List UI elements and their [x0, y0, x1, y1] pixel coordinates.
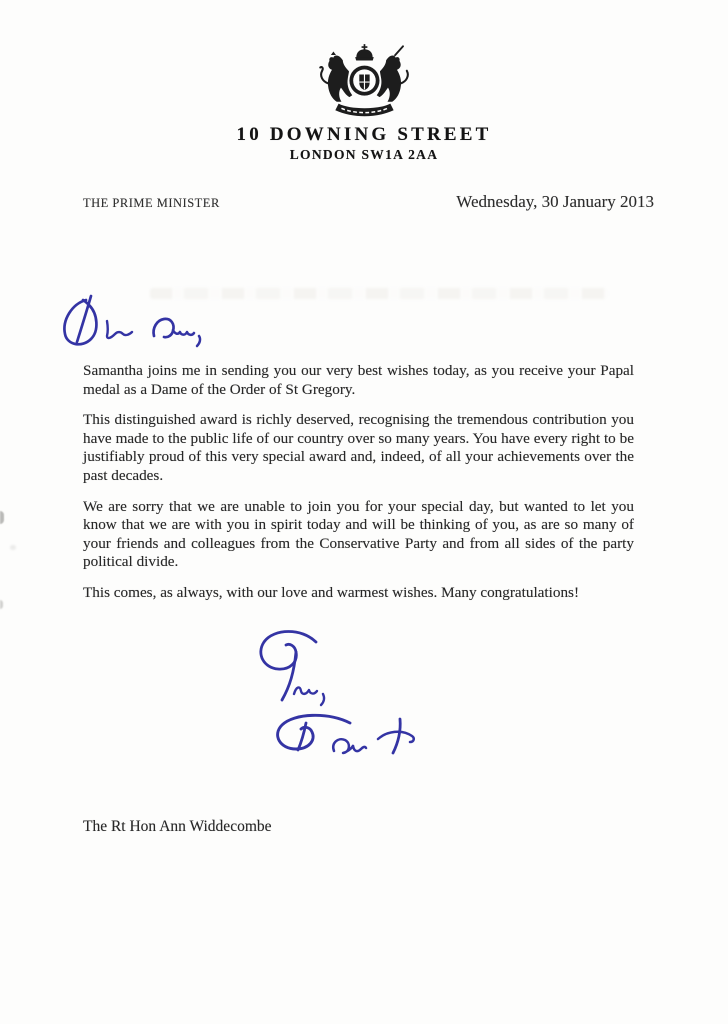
letter-paragraph-3: We are sorry that we are unable to join you for your special day, but wanted to let you know that we are with you in spirit today and will be thinking of you, as are so many of your friends and colleagues from the Conservative Party and from all sides of the party political divide.	[83, 497, 634, 571]
scan-artifact	[0, 511, 4, 524]
letter-body	[83, 362, 634, 615]
royal-coat-of-arms-icon	[312, 43, 416, 122]
letterhead-street: 10 DOWNING STREET	[236, 124, 492, 145]
letter-paragraph-1: Samantha joins me in sending you our very best wishes today, as you receive your Papal medal as a Dame of the Order of St Gregory.	[83, 362, 634, 398]
letter-paragraph-2: This distinguished award is richly deserved, recognising the tremendous contribution you have made to the public life of our country over so many years. You have every right to be justifiably proud of this very special award and, indeed, of all your achievements over the past decades.	[83, 411, 634, 484]
prime-minister-label: THE PRIME MINISTER	[83, 196, 220, 210]
letterhead	[0, 0, 728, 163]
handwritten-greeting	[58, 292, 248, 362]
letterhead-postcode: LONDON SW1A 2AA	[289, 147, 439, 162]
handwritten-signature	[254, 709, 439, 782]
scan-artifact	[10, 545, 16, 550]
letter-date: Wednesday, 30 January 2013	[456, 192, 654, 211]
recipient-name: The Rt Hon Ann Widdecombe	[83, 818, 272, 835]
scan-artifact	[0, 600, 3, 609]
letter-paragraph-4: This comes, as always, with our love and warmest wishes. Many congratulations!	[83, 583, 580, 601]
